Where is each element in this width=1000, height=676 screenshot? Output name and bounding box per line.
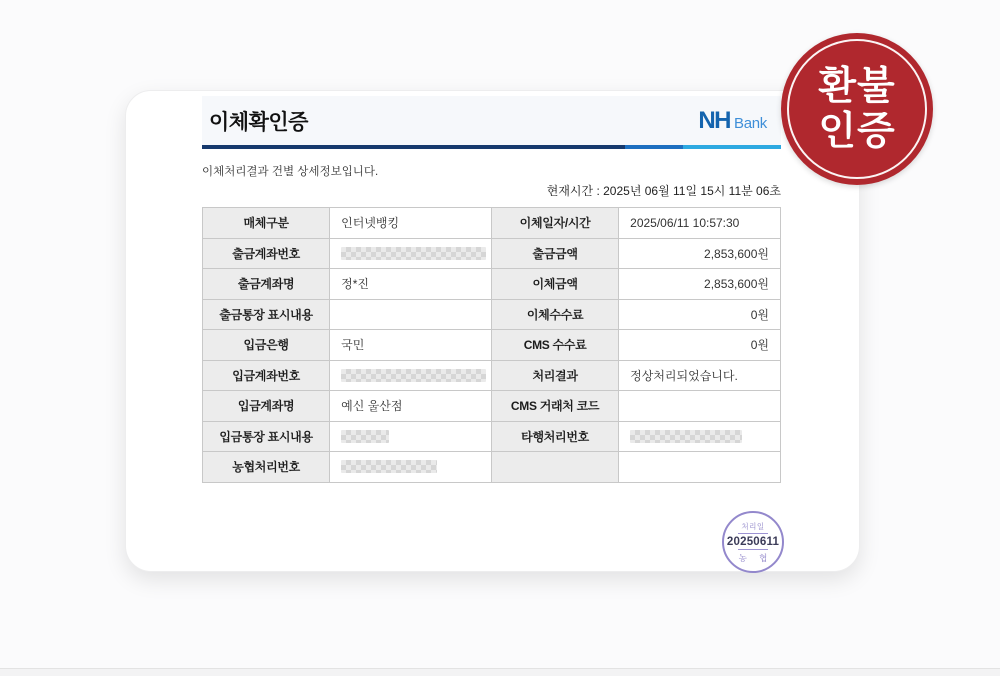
- field-value: 인터넷뱅킹: [330, 208, 492, 239]
- field-label: 입금은행: [203, 330, 330, 361]
- field-label: CMS 거래처 코드: [491, 391, 618, 422]
- field-label: 출금계좌번호: [203, 238, 330, 269]
- field-value: 2,853,600원: [619, 238, 781, 269]
- field-value: [619, 421, 781, 452]
- redacted-value: [630, 430, 742, 443]
- field-label: 입금계좌명: [203, 391, 330, 422]
- detail-table-body: [203, 208, 781, 483]
- detail-table: [202, 207, 781, 483]
- field-value: 정상처리되었습니다.: [619, 360, 781, 391]
- table-row: [203, 391, 781, 422]
- stamp-divider-top: [738, 533, 768, 534]
- field-value: [330, 238, 492, 269]
- refund-verified-badge: [781, 33, 933, 185]
- field-value: [330, 421, 492, 452]
- field-label: 이체금액: [491, 269, 618, 300]
- stamp-bank-name: 농 협: [738, 552, 773, 563]
- certificate-header: [202, 96, 781, 145]
- field-value: 2,853,600원: [619, 269, 781, 300]
- field-value: [330, 360, 492, 391]
- table-row: [203, 269, 781, 300]
- stamp-date: 20250611: [726, 535, 780, 548]
- stamp-divider-bottom: [738, 549, 768, 550]
- field-value: [619, 452, 781, 483]
- header-underline: [202, 145, 781, 149]
- nh-logo-bank-text: Bank: [734, 114, 767, 132]
- table-row: [203, 299, 781, 330]
- table-row: [203, 421, 781, 452]
- field-label: 출금계좌명: [203, 269, 330, 300]
- field-label: 농협처리번호: [203, 452, 330, 483]
- badge-line-2: 인증: [818, 110, 896, 153]
- page-title: 이체확인증: [209, 110, 308, 134]
- intro-text: 이체처리결과 건별 상세정보입니다.: [202, 166, 379, 178]
- stamp-label: 처리일: [741, 521, 765, 531]
- field-value: [619, 391, 781, 422]
- field-label: [491, 452, 618, 483]
- field-value: 0원: [619, 330, 781, 361]
- field-value: 2025/06/11 10:57:30: [619, 208, 781, 239]
- field-label: 매체구분: [203, 208, 330, 239]
- underline-segment-medium: [625, 145, 683, 149]
- field-label: 타행처리번호: [491, 421, 618, 452]
- underline-segment-light: [683, 145, 781, 149]
- field-label: 이체수수료: [491, 299, 618, 330]
- nh-logo-mark: NH: [698, 106, 730, 134]
- table-row: [203, 330, 781, 361]
- table-row: [203, 452, 781, 483]
- field-label: 출금금액: [491, 238, 618, 269]
- processing-date-stamp: [722, 511, 784, 573]
- badge-line-1: 환불: [818, 65, 896, 108]
- nh-bank-logo: [698, 107, 767, 135]
- transfer-certificate-card: [125, 90, 860, 572]
- redacted-value: [341, 369, 486, 382]
- underline-segment-dark: [202, 145, 625, 149]
- table-row: [203, 360, 781, 391]
- redacted-value: [341, 247, 486, 260]
- field-value: 0원: [619, 299, 781, 330]
- field-value: 정*진: [330, 269, 492, 300]
- field-label: 이체일자/시간: [491, 208, 618, 239]
- field-value: 예신 울산점: [330, 391, 492, 422]
- table-row: [203, 208, 781, 239]
- field-label: CMS 수수료: [491, 330, 618, 361]
- field-label: 입금통장 표시내용: [203, 421, 330, 452]
- table-row: [203, 238, 781, 269]
- field-label: 처리결과: [491, 360, 618, 391]
- redacted-value: [341, 460, 437, 473]
- field-value: [330, 452, 492, 483]
- redacted-value: [341, 430, 389, 443]
- current-time-text: 현재시간 : 2025년 06월 11일 15시 11분 06초: [546, 184, 781, 198]
- footer-strip: [0, 669, 1000, 676]
- field-value: [330, 299, 492, 330]
- field-label: 출금통장 표시내용: [203, 299, 330, 330]
- field-value: 국민: [330, 330, 492, 361]
- field-label: 입금계좌번호: [203, 360, 330, 391]
